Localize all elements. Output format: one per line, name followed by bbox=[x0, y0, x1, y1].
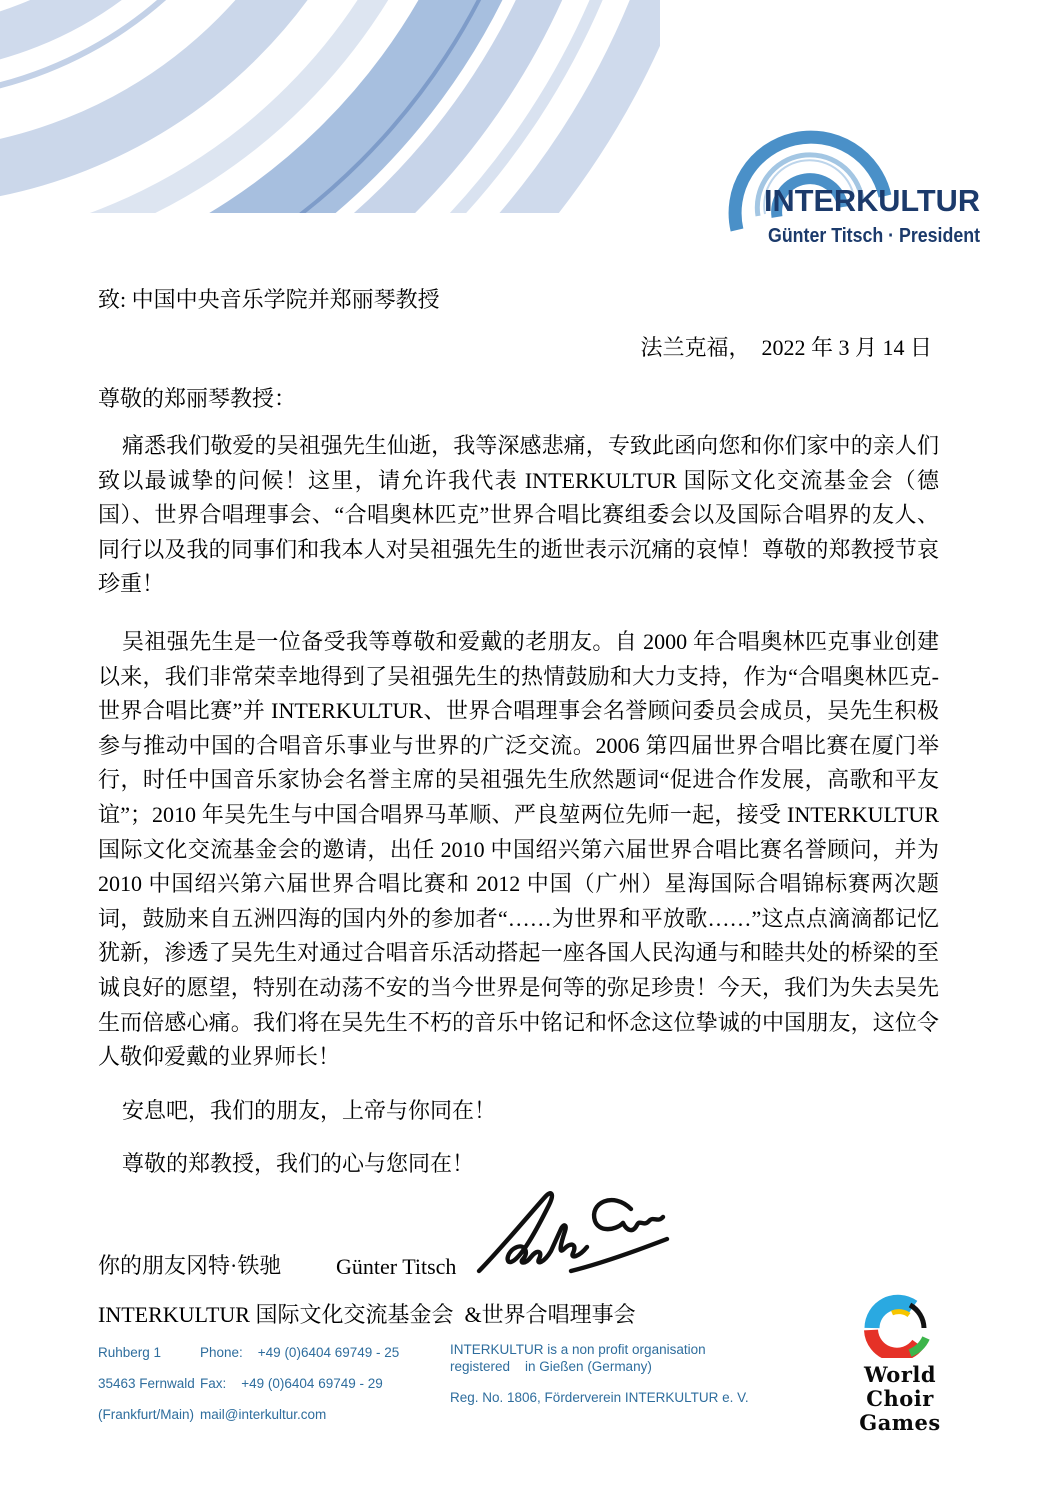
closing-line-hearts: 尊敬的郑教授，我们的心与您同在！ bbox=[122, 1151, 475, 1176]
recipient-line: 致: 中国中央音乐学院并郑丽琴教授 bbox=[98, 287, 440, 312]
wcg-logo-line2: Choir Games bbox=[859, 1386, 941, 1435]
letterhead-arcs-icon bbox=[0, 0, 660, 213]
interkultur-logo-text: INTERKULTUR bbox=[764, 183, 980, 218]
footer-address-line3: (Frankfurt/Main) bbox=[98, 1407, 195, 1422]
footer-legal-line2: registered in Gießen (Germany) bbox=[450, 1359, 652, 1374]
footer-legal-line1: INTERKULTUR is a non profit organisation bbox=[450, 1342, 706, 1357]
logo-subtitle-president: Günter Titsch · President bbox=[768, 225, 981, 247]
organization-line: INTERKULTUR 国际文化交流基金会 &世界合唱理事会 bbox=[98, 1302, 636, 1327]
signature-scrawl-icon bbox=[455, 1183, 670, 1283]
interkultur-arcs-icon bbox=[728, 110, 990, 252]
world-choir-games-swirl-icon bbox=[830, 1294, 970, 1358]
paragraph-condolence: 痛悉我们敬爱的吴祖强先生仙逝，我等深感悲痛，专致此函向您和你们家中的亲人们致以最诚挚的问候！这里，请允许我代表 INTERKULTUR 国际文化交流基金会（德国）、世界合唱理事会、“合唱奥林匹克”世界合唱比赛组委会以及国际合唱界的友人、同行以及我的同事们和我本人对吴祖强先生的逝世表示沉痛的哀悼！尊敬的郑教授节哀珍重！ bbox=[98, 433, 939, 597]
signature-chinese-name: 你的朋友冈特·铁驰 bbox=[98, 1253, 282, 1278]
closing-line-rest: 安息吧，我们的朋友，上帝与你同在！ bbox=[122, 1098, 497, 1123]
footer-fax: Fax: +49 (0)6404 69749 - 29 bbox=[200, 1376, 383, 1391]
salutation-line: 尊敬的郑丽琴教授： bbox=[98, 386, 297, 411]
world-choir-games-logo bbox=[830, 1294, 970, 1435]
footer-email: mail@interkultur.com bbox=[200, 1407, 327, 1422]
footer-phone: Phone: +49 (0)6404 69749 - 25 bbox=[200, 1345, 400, 1360]
footer-address-line2: 35463 Fernwald bbox=[98, 1376, 195, 1391]
footer-legal-line3: Reg. No. 1806, Förderverein INTERKULTUR e. V. bbox=[450, 1390, 749, 1405]
wcg-logo-line1: World bbox=[863, 1362, 937, 1387]
paragraph-tribute: 吴祖强先生是一位备受我等尊敬和爱戴的老朋友。自 2000 年合唱奥林匹克事业创建以来，我们非常荣幸地得到了吴祖强先生的热情鼓励和大力支持，作为“合唱奥林匹克-世界合唱比赛”并 INTERKULTUR、世界合唱理事会名誉顾问委员会成员，吴先生积极参与推动中国的合唱音乐事业与世界的广泛交流。2006 第四届世界合唱比赛在厦门举行，时任中国音乐家协会名誉主席的吴祖强先生欣然题词“促进合作发展，高歌和平友谊”；2010 年吴先生与中国合唱界马革顺、严良堃两位先师一起，接受 INTERKULTUR 国际文化交流基金会的邀请，出任 2010 中国绍兴第六届世界合唱比赛名誉顾问，并为 2010 中国绍兴第六届世界合唱比赛和 2012 中国（广州）星海国际合唱锦标赛两次题词，鼓励来自五洲四海的国内外的参加者“……为世界和平放歌……”这点点滴滴都记忆犹新，渗透了吴先生对通过合唱音乐活动搭起一座各国人民沟通与和睦共处的桥梁的至诚良好的愿望，特别在动荡不安的当今世界是何等的弥足珍贵！今天，我们为失去吴先生而倍感心痛。我们将在吴先生不朽的音乐中铭记和怀念这位挚诚的中国朋友，这位令人敬仰爱戴的业界师长！ bbox=[98, 629, 939, 1070]
date-line: 法兰克福， 2022 年 3 月 14 日 bbox=[640, 335, 932, 360]
interkultur-logo bbox=[728, 110, 990, 252]
footer-address-line1: Ruhberg 1 bbox=[98, 1345, 162, 1360]
signature-latin-name: Günter Titsch bbox=[336, 1254, 457, 1279]
